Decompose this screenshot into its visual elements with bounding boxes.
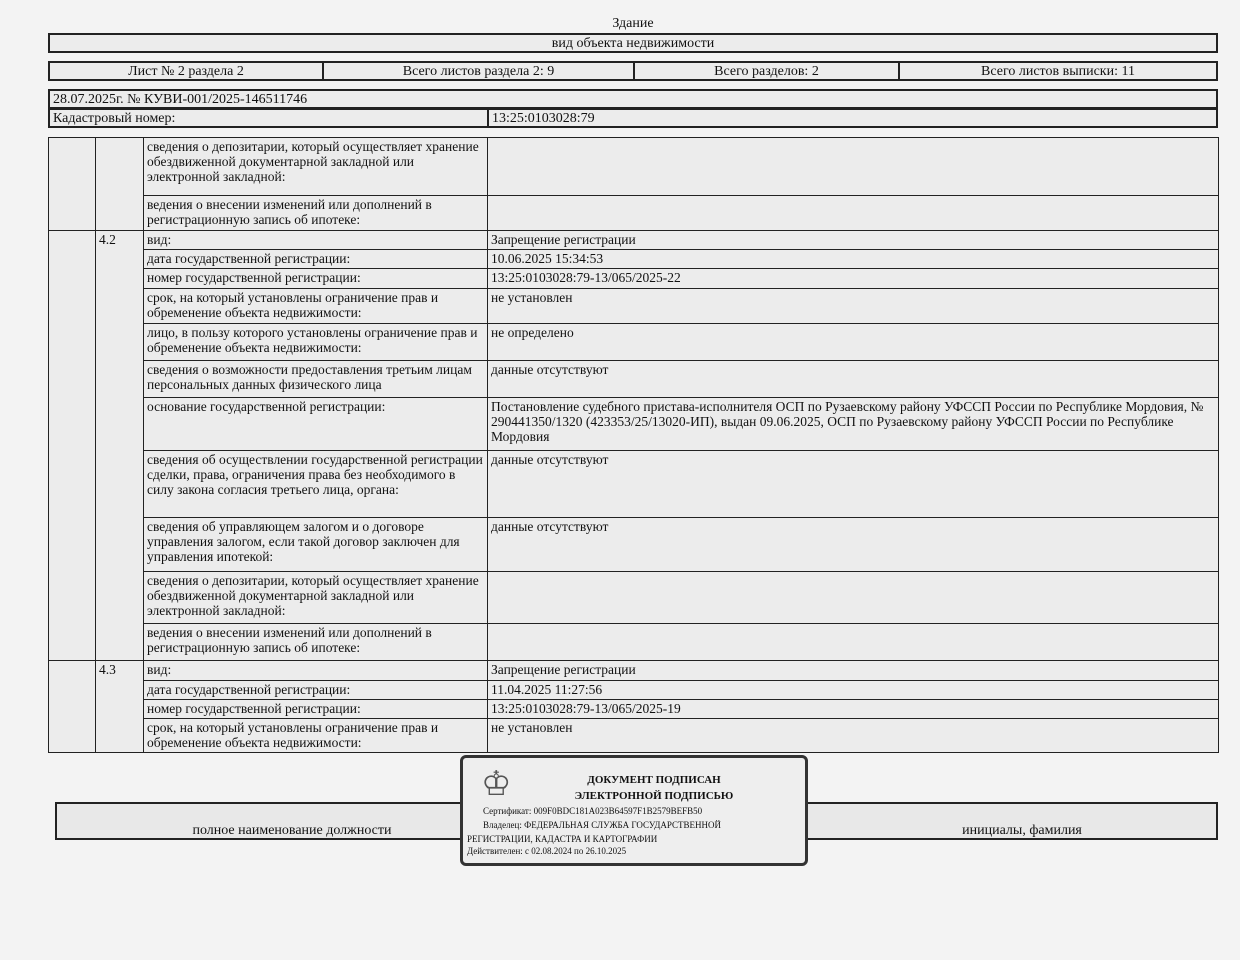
row-value: 13:25:0103028:79-13/065/2025-22 (488, 269, 1219, 289)
row-label: сведения об управляющем залогом и о договоре управления залогом, если такой договор заключен для управления ипотекой: (144, 518, 488, 572)
row-value (488, 624, 1219, 661)
row-label: сведения о возможности предоставления третьим лицам персональных данных физического лица (144, 361, 488, 398)
stamp-certificate: Сертификат: 009F0BDC181A023B64597F1B2579BEFB50 (483, 806, 703, 816)
row-label: лицо, в пользу которого установлены ограничение прав и обременение объекта недвижимости: (144, 324, 488, 361)
table-row (49, 681, 1219, 700)
table-row (49, 231, 1219, 250)
row-label: сведения о депозитарии, который осуществляет хранение обездвиженной документарной закладной или электронной закладной: (144, 138, 488, 196)
row-value: данные отсутствуют (488, 361, 1219, 398)
table-row (49, 572, 1219, 624)
row-value: данные отсутствуют (488, 518, 1219, 572)
emblem-icon: ♔ (481, 766, 512, 803)
row-value (488, 138, 1219, 196)
row-label: вид: (144, 661, 488, 681)
object-type-caption: вид объекта недвижимости (48, 33, 1218, 53)
sheets-total: Всего листов выписки: 11 (898, 61, 1218, 81)
position-caption: полное наименование должности (192, 823, 392, 838)
row-label: сведения об осуществлении государственной регистрации сделки, права, ограничения права без необходимого в силу закона согласия третьего лица, органа: (144, 451, 488, 518)
encumbrance-table (48, 137, 1219, 753)
row-value: не определено (488, 324, 1219, 361)
row-value: Постановление судебного пристава-исполнителя ОСП по Рузаевскому району УФССП России по Республике Мордовия, № 290441350/1320 (423353/25/13020-ИП), выдан 09.06.2025, ОСП по Рузаевскому району УФССП России по Республике Мордовия (488, 398, 1219, 451)
row-label: основание государственной регистрации: (144, 398, 488, 451)
table-row (49, 719, 1219, 753)
row-value: 13:25:0103028:79-13/065/2025-19 (488, 700, 1219, 719)
row-value (488, 572, 1219, 624)
name-caption: инициалы, фамилия (962, 823, 1082, 838)
row-value: не установлен (488, 719, 1219, 753)
electronic-signature-stamp (460, 755, 808, 866)
table-row (49, 700, 1219, 719)
table-row (49, 324, 1219, 361)
row-value: не установлен (488, 289, 1219, 324)
row-label: ведения о внесении изменений или дополнений в регистрационную запись об ипотеке: (144, 624, 488, 661)
table-row (49, 250, 1219, 269)
stamp-owner-cont: РЕГИСТРАЦИИ, КАДАСТРА И КАРТОГРАФИИ (467, 834, 658, 844)
row-label: ведения о внесении изменений или дополнений в регистрационную запись об ипотеке: (144, 196, 488, 231)
sheets-in-section: Всего листов раздела 2: 9 (322, 61, 635, 81)
row-label: номер государственной регистрации: (144, 700, 488, 719)
row-value: данные отсутствуют (488, 451, 1219, 518)
cadastral-label: Кадастровый номер: (48, 108, 489, 128)
stamp-line1: ДОКУМЕНТ ПОДПИСАН (587, 774, 721, 786)
stamp-validity: Действителен: с 02.08.2024 по 26.10.2025 (467, 846, 627, 856)
row-number: 4.3 (96, 661, 144, 753)
object-type: Здание (612, 16, 654, 31)
sections-total: Всего разделов: 2 (633, 61, 900, 81)
table-row (49, 269, 1219, 289)
table-row (49, 518, 1219, 572)
table-row (49, 138, 1219, 196)
row-value: 10.06.2025 15:34:53 (488, 250, 1219, 269)
table-row (49, 398, 1219, 451)
row-value: Запрещение регистрации (488, 661, 1219, 681)
table-row (49, 451, 1219, 518)
cadastral-value: 13:25:0103028:79 (487, 108, 1218, 128)
table-row (49, 196, 1219, 231)
row-label: дата государственной регистрации: (144, 681, 488, 700)
row-label: номер государственной регистрации: (144, 269, 488, 289)
row-label: вид: (144, 231, 488, 250)
row-number: 4.2 (96, 231, 144, 661)
sheet-number: Лист № 2 раздела 2 (48, 61, 324, 81)
row-value: 11.04.2025 11:27:56 (488, 681, 1219, 700)
table-row (49, 661, 1219, 681)
row-value: Запрещение регистрации (488, 231, 1219, 250)
row-label: сведения о депозитарии, который осуществляет хранение обездвиженной документарной закладной или электронной закладной: (144, 572, 488, 624)
stamp-line2: ЭЛЕКТРОННОЙ ПОДПИСЬЮ (574, 790, 734, 802)
table-row (49, 361, 1219, 398)
row-label: срок, на который установлены ограничение прав и обременение объекта недвижимости: (144, 719, 488, 753)
stamp-owner: Владелец: ФЕДЕРАЛЬНАЯ СЛУЖБА ГОСУДАРСТВЕННОЙ (483, 820, 722, 830)
document-reference: 28.07.2025г. № КУВИ-001/2025-146511746 (48, 89, 1218, 109)
table-row (49, 624, 1219, 661)
table-row (49, 289, 1219, 324)
row-value (488, 196, 1219, 231)
row-label: дата государственной регистрации: (144, 250, 488, 269)
row-label: срок, на который установлены ограничение прав и обременение объекта недвижимости: (144, 289, 488, 324)
